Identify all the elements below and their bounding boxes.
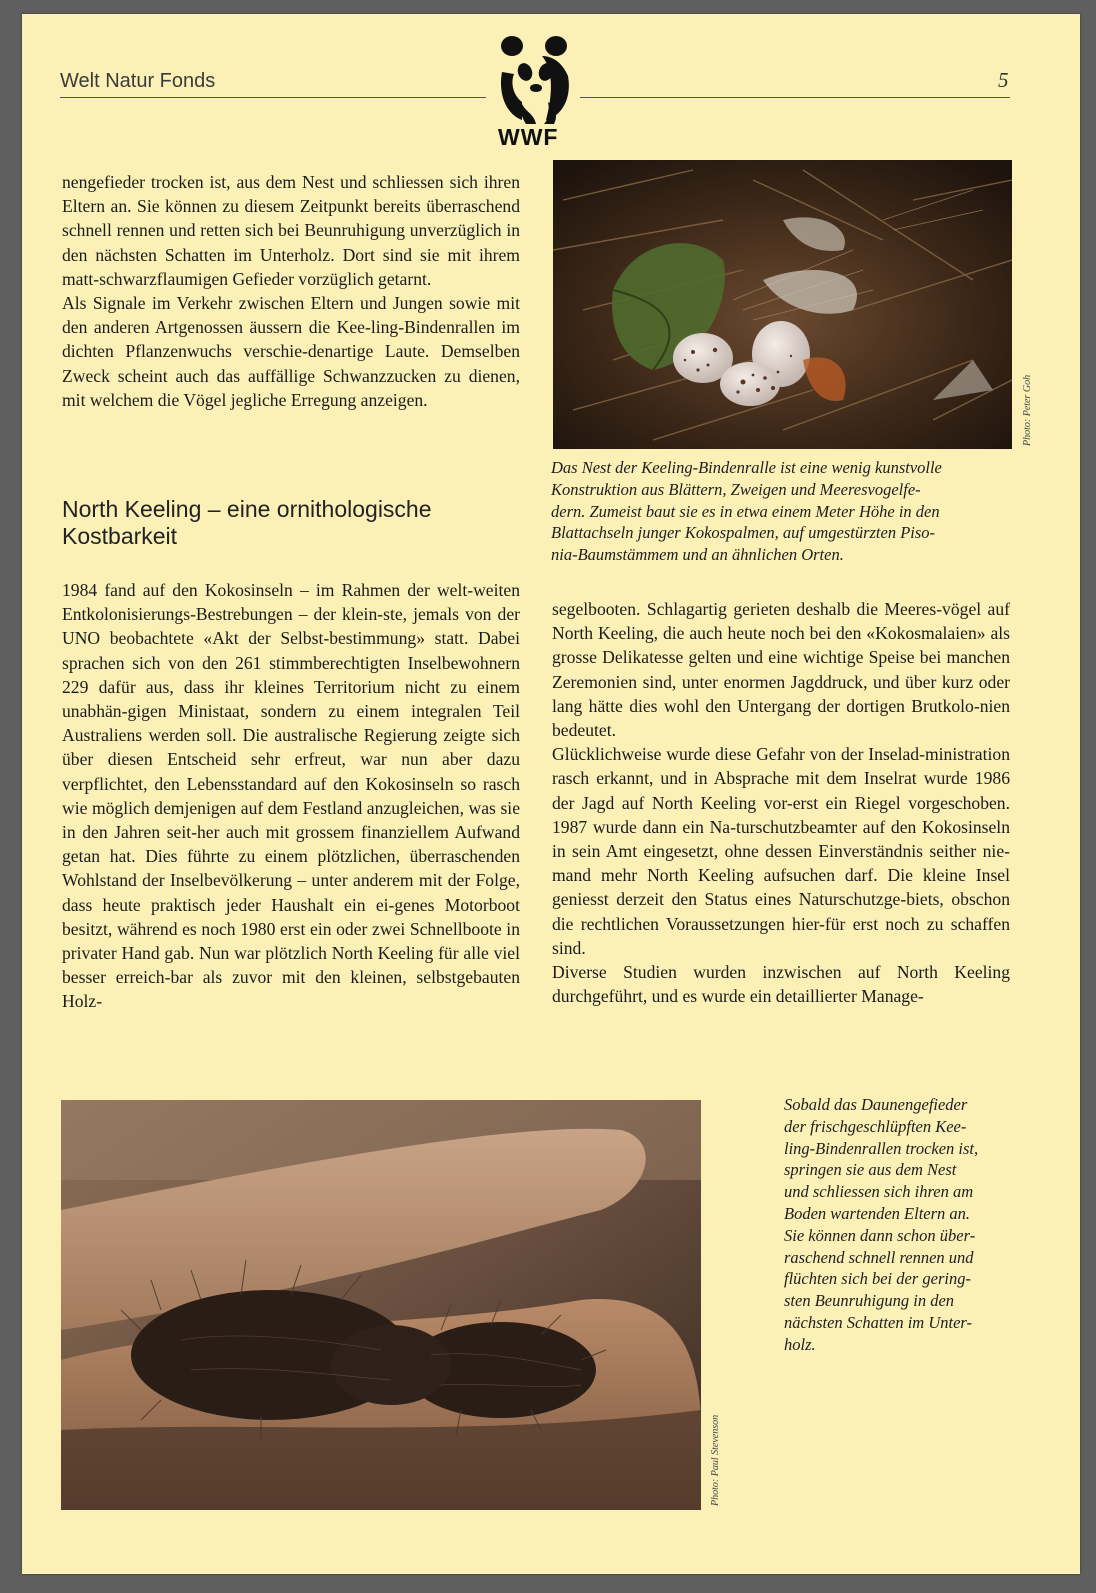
document-page [22,14,1080,1574]
chick-caption-line-1: Sobald das Daunengefieder [784,1095,968,1114]
right-paragraph-3: Diverse Studien wurden inzwischen auf North Keeling durchgeführt, und es wurde ein detaillierter Manage- [552,962,1010,1007]
chick-caption-line-4: springen sie aus dem Nest [784,1160,957,1180]
chick-caption-line-6: Boden wartenden Eltern an. [784,1203,971,1223]
chick-caption-line-11: nächsten Schatten im Unter- [784,1312,973,1332]
chick-photo-credit: Photo: Paul Stevenson [710,1414,721,1506]
chick-caption-line-10: sten Beunruhigung in den [784,1291,955,1311]
nest-caption-line-1: Das Nest der Keeling-Bindenralle ist eine wenig kunstvolle [551,458,942,477]
nest-caption-line-5: nia-Baumstämmem und an ähnlichen Orten. [551,545,844,565]
nest-photo [553,160,1012,449]
chick-caption-line-8: raschend schnell rennen und [784,1247,974,1267]
chick-caption-line-12: holz. [784,1334,816,1354]
chick-caption-line-7: Sie können dann schon über- [784,1225,976,1245]
nest-photo-credit: Photo: Peter Goh [1022,374,1033,446]
chick-caption-line-9: flüchten sich bei der gering- [784,1269,971,1289]
chick-caption-line-2: der frischgeschlüpften Kee- [784,1116,967,1136]
left-paragraph-1: 1984 fand auf den Kokosinseln – im Rahmen der welt-weiten Entkolonisierungs-Bestrebungen – der klein-ste, jemals von der UNO beobachtete «Akt der Selbst-bestimmung» statt. Dabei sprachen sich von den 261 stimmberechtigten Inselbewohnern 229 dafür aus, dass ihr kleines Territorium nicht zu einem unabhän-gigen Ministaat, sondern zu einem integralen Teil Australiens werden soll. Die australische Regierung zeigte sich über diesen Entscheid sehr erfreut, war nun aber dazu verpflichtet, den Lebensstandard auf den Kokosinseln so rasch wie möglich demjenigen auf dem Festland anzugleichen, was sie in den Jahren seit-her auch mit grossem finanziellem Aufwand getan hat. Dies führte zu einem plötzlichen, überraschenden Wohlstand der Inselbevölkerung – unter anderem mit der Folge, dass heute praktisch jeder Haushalt ein ei-genes Motorboot besitzt, während es noch 1980 erst ein oder zwei Schnellboote in privater Hand gab. Nun war plötzlich North Keeling für alle viel besser erreich-bar als zuvor mit den kleinen, selbstgebauten Holz- [62,580,520,1012]
right-paragraph-2: Glücklichweise wurde diese Gefahr von der Inselad-ministration rasch erkannt, und in Absprache mit dem Inselrat wurde 1986 der Jagd auf North Keeling vor-erst ein Riegel vorgeschoben. 1987 wurde dann ein Na-turschutzbeamter auf den Kokosinseln in sein Amt eingesetzt, ohne dessen Einverständnis seither nie-mand mehr North Keeling aufsuchen darf. Die kleine Insel geniesst derzeit den Status eines Naturschutzge-biets, obschon die rechtlichen Voraussetzungen hier-für erst noch zu schaffen sind. [552,744,1010,958]
header-rule-right [580,97,1010,98]
header-label: Welt Natur Fonds [60,70,216,92]
intro-text [62,170,520,412]
nest-caption-line-2: Konstruktion aus Blättern, Zweigen und Meeresvogelfe- [551,479,921,499]
left-column [62,578,520,1014]
wwf-logo-text: WWF [498,124,559,150]
chick-photo-caption [784,1094,1024,1356]
nest-caption-line-4: Blattachseln junger Kokospalmen, auf umgestürzten Piso- [551,523,936,543]
nest-caption-line-3: dern. Zumeist baut sie es in etwa einem Meter Höhe in den [551,501,940,521]
right-paragraph-1: segelbooten. Schlagartig gerieten deshalb die Meeres-vögel auf North Keeling, die auch heute noch bei den «Kokosmalaien» als grosse Delikatesse gelten und eine wichtige Speise bei manchen Zeremonien sind, unter enormen Jagddruck, und über kurz oder lang hätte dies wohl den Untergang der dortigen Brutkolo-nien bedeutet. [552,599,1010,741]
chick-photo [61,1100,701,1510]
intro-paragraph-1: nengefieder trocken ist, aus dem Nest und schliessen sich ihren Eltern an. Sie können zu diesem Zeitpunkt bereits überraschend schnell rennen und retten sich bei Beunruhigung unverzüglich in den nächsten Schatten im Unterholz. Dort sind sie mit ihrem matt-schwarzflaumigen Gefieder vorzüglich getarnt. [62,172,520,289]
intro-paragraph-2: Als Signale im Verkehr zwischen Eltern und Jungen sowie mit den anderen Artgenossen äussern die Kee-ling-Bindenrallen im dichten Pflanzenwuchs verschie-denartige Laute. Demselben Zweck scheint auch das auffällige Schwanzzucken zu dienen, mit welchem die Vögel jegliche Erregung anzeigen. [62,293,520,410]
section-heading: North Keeling – eine ornithologische Kostbarkeit [62,496,432,549]
nest-photo-caption [551,457,1021,566]
right-column [552,597,1010,1008]
chick-caption-line-5: und schliessen sich ihren am [784,1182,974,1202]
header-rule-left [60,97,486,98]
page-number: 5 [998,68,1009,92]
chick-caption-line-3: ling-Bindenrallen trocken ist, [784,1138,979,1158]
